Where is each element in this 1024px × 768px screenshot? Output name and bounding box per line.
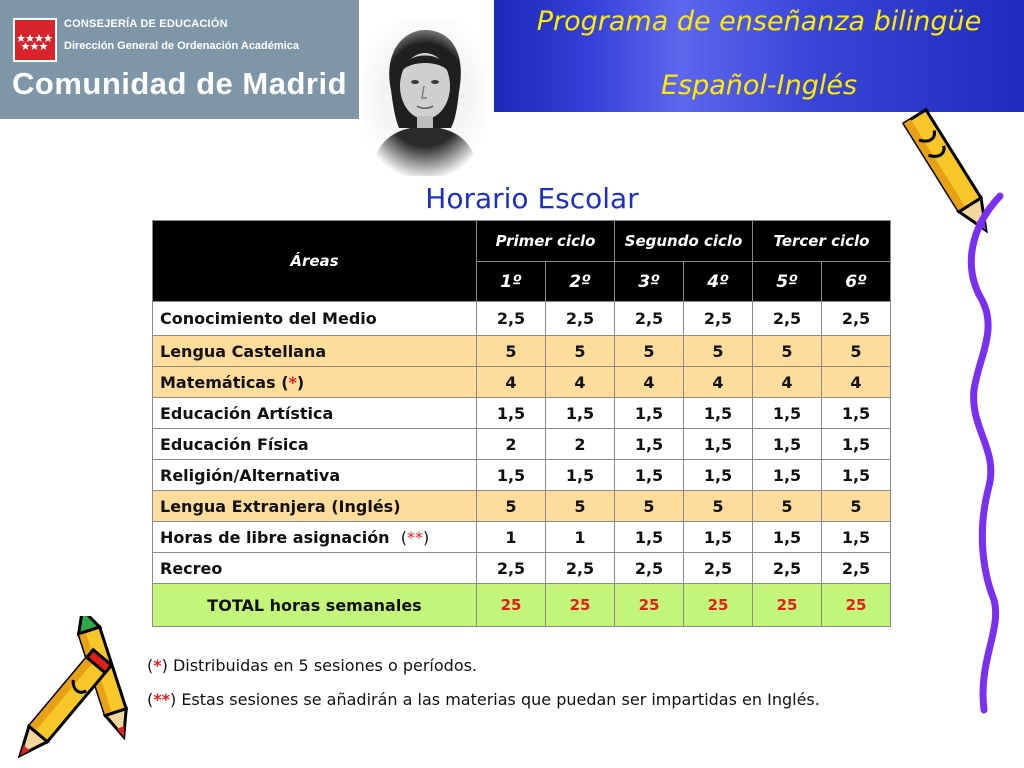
total-cell: 25 (753, 584, 822, 627)
hours-cell: 4 (684, 367, 753, 398)
table-row (153, 398, 891, 429)
footnote-mark: * (288, 372, 297, 392)
hours-cell: 1,5 (822, 398, 891, 429)
hours-cell: 1,5 (684, 429, 753, 460)
hours-cell: 4 (822, 367, 891, 398)
hours-cell: 2,5 (615, 553, 684, 584)
footnote-1: (*) Distribuidas en 5 sesiones o períodos. (147, 656, 478, 675)
hours-cell: 5 (684, 491, 753, 522)
hours-cell: 5 (753, 336, 822, 367)
squiggle-line-icon (960, 190, 1024, 720)
table-row (153, 522, 891, 553)
hours-cell: 5 (615, 336, 684, 367)
hours-cell: 2,5 (753, 553, 822, 584)
pencils-icon (0, 616, 160, 762)
total-cell: 25 (477, 584, 546, 627)
grade-header: 3º (615, 262, 684, 302)
cycle-header: Segundo ciclo (615, 221, 753, 262)
comunidad-label: Comunidad de Madrid (12, 66, 347, 101)
footnote-mark: ** (406, 527, 423, 547)
footnote-2: (**) Estas sesiones se añadirán a las materias que puedan ser impartidas en Inglés. (147, 690, 820, 709)
area-cell: Lengua Castellana (153, 336, 477, 367)
footnote-1-text: ) Distribuidas en 5 sesiones o períodos. (161, 656, 478, 675)
table-row (153, 367, 891, 398)
hours-cell: 5 (822, 491, 891, 522)
hours-cell: 2,5 (684, 302, 753, 336)
hours-cell: 2,5 (477, 302, 546, 336)
hours-cell: 5 (615, 491, 684, 522)
total-label: TOTAL horas semanales (153, 584, 477, 627)
schedule-table (152, 220, 891, 627)
hours-cell: 1,5 (477, 460, 546, 491)
area-cell: Lengua Extranjera (Inglés) (153, 491, 477, 522)
grade-header: 1º (477, 262, 546, 302)
table-row (153, 553, 891, 584)
table-row (153, 336, 891, 367)
page-title: Horario Escolar (425, 182, 639, 215)
hours-cell: 1,5 (684, 398, 753, 429)
area-cell: Recreo (153, 553, 477, 584)
hours-cell: 1 (477, 522, 546, 553)
cycle-header: Primer ciclo (477, 221, 615, 262)
hours-cell: 4 (546, 367, 615, 398)
hours-cell: 1,5 (822, 429, 891, 460)
area-cell: Horas de libre asignación (**) (153, 522, 477, 553)
hours-cell: 1,5 (615, 398, 684, 429)
area-cell: Conocimiento del Medio (153, 302, 477, 336)
total-cell: 25 (684, 584, 753, 627)
area-cell: Educación Física (153, 429, 477, 460)
total-cell: 25 (822, 584, 891, 627)
hours-cell: 2,5 (546, 302, 615, 336)
consejeria-label: CONSEJERÍA DE EDUCACIÓN (64, 18, 228, 30)
hours-cell: 5 (546, 336, 615, 367)
hours-cell: 2,5 (822, 553, 891, 584)
hours-cell: 1,5 (684, 460, 753, 491)
hours-cell: 2,5 (684, 553, 753, 584)
hours-cell: 2,5 (546, 553, 615, 584)
hours-cell: 2,5 (822, 302, 891, 336)
hours-cell: 5 (477, 336, 546, 367)
hours-cell: 5 (546, 491, 615, 522)
grade-header: 2º (546, 262, 615, 302)
program-banner (494, 0, 1024, 112)
footnote-2-text: ) Estas sesiones se añadirán a las materias que puedan ser impartidas en Inglés. (169, 690, 820, 709)
hours-cell: 4 (753, 367, 822, 398)
hours-cell: 1,5 (753, 522, 822, 553)
cycle-header: Tercer ciclo (753, 221, 891, 262)
table-row (153, 429, 891, 460)
hours-cell: 5 (477, 491, 546, 522)
hours-cell: 5 (753, 491, 822, 522)
hours-cell: 2 (546, 429, 615, 460)
grade-header: 5º (753, 262, 822, 302)
footnote-2-mark: ** (153, 690, 170, 709)
hours-cell: 1,5 (684, 522, 753, 553)
hours-cell: 1,5 (615, 522, 684, 553)
hours-cell: 2,5 (615, 302, 684, 336)
banner-line-1: Programa de enseñanza bilingüe (536, 6, 982, 37)
hours-cell: 2 (477, 429, 546, 460)
table-row (153, 302, 891, 336)
total-cell: 25 (546, 584, 615, 627)
hours-cell: 2,5 (753, 302, 822, 336)
hours-cell: 1,5 (753, 429, 822, 460)
area-cell: Matemáticas (*) (153, 367, 477, 398)
hours-cell: 4 (477, 367, 546, 398)
comunidad-madrid-logo (0, 0, 359, 119)
table-row (153, 460, 891, 491)
hours-cell: 1,5 (615, 429, 684, 460)
hours-cell: 4 (615, 367, 684, 398)
hours-cell: 1,5 (822, 522, 891, 553)
table-row (153, 491, 891, 522)
hours-cell: 1,5 (822, 460, 891, 491)
total-row (153, 584, 891, 627)
hours-cell: 5 (822, 336, 891, 367)
hours-cell: 1,5 (753, 398, 822, 429)
hours-cell: 5 (684, 336, 753, 367)
area-cell: Religión/Alternativa (153, 460, 477, 491)
hours-cell: 1,5 (615, 460, 684, 491)
areas-header: Áreas (153, 221, 477, 302)
grade-header: 4º (684, 262, 753, 302)
area-cell: Educación Artística (153, 398, 477, 429)
hours-cell: 1,5 (477, 398, 546, 429)
footnote-1-mark: * (153, 656, 162, 675)
direccion-label: Dirección General de Ordenación Académica (64, 40, 299, 52)
hours-cell: 1,5 (546, 398, 615, 429)
madrid-flag-icon (13, 18, 57, 62)
total-cell: 25 (615, 584, 684, 627)
hours-cell: 1 (546, 522, 615, 553)
hours-cell: 2,5 (477, 553, 546, 584)
hours-cell: 1,5 (546, 460, 615, 491)
banner-line-2: Español-Inglés (660, 70, 858, 101)
portrait-photo (361, 20, 489, 176)
grade-header: 6º (822, 262, 891, 302)
hours-cell: 1,5 (753, 460, 822, 491)
